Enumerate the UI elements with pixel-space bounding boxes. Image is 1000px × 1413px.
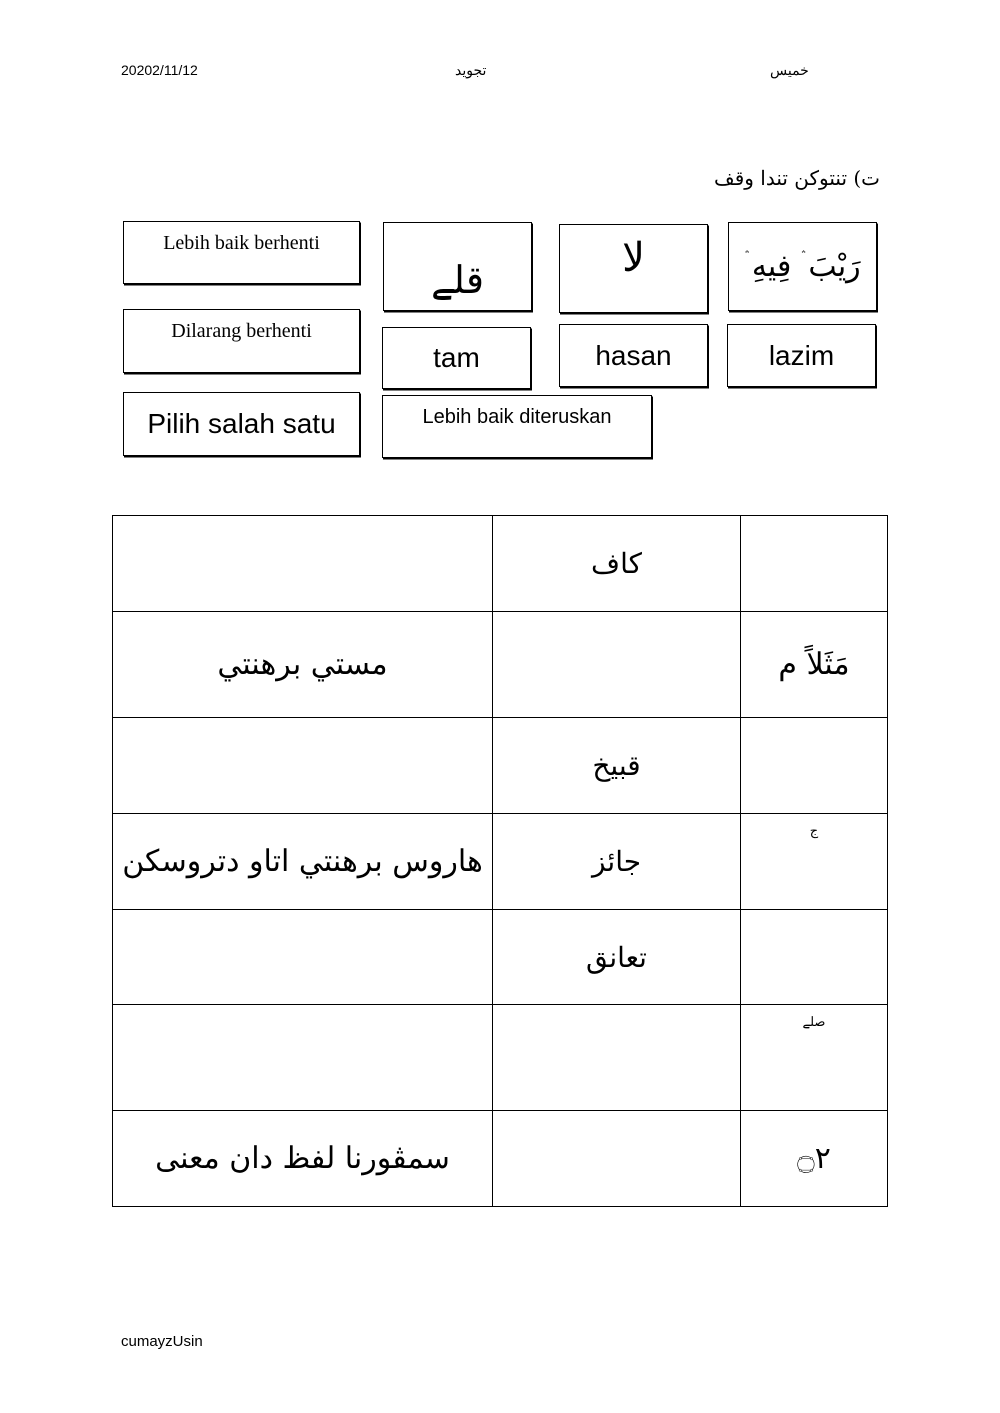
table-row <box>113 612 888 718</box>
day-label: خميس <box>770 62 809 78</box>
meaning-cell[interactable] <box>113 910 493 1005</box>
sign-cell[interactable] <box>741 814 888 910</box>
name-cell[interactable] <box>493 1111 741 1207</box>
card-hasan[interactable]: hasan <box>559 324 708 387</box>
table-row <box>113 814 888 910</box>
meaning-cell[interactable] <box>113 1005 493 1111</box>
sign-cell[interactable] <box>741 718 888 814</box>
waqf-table <box>112 515 888 1207</box>
sign-sly: صلے <box>802 1015 826 1030</box>
sign-cell[interactable]: ۝٢ <box>741 1111 888 1207</box>
date-label: 20202/11/12 <box>121 62 198 78</box>
table-row <box>113 1111 888 1207</box>
table-row <box>113 1005 888 1111</box>
name-cell[interactable] <box>493 612 741 718</box>
author-label: cumayzUsin <box>121 1333 203 1350</box>
name-cell[interactable]: تعانق <box>493 910 741 1005</box>
card-pilih-salah-satu[interactable]: Pilih salah satu <box>123 392 360 456</box>
card-tam[interactable]: tam <box>382 327 531 389</box>
name-cell[interactable]: جائز <box>493 814 741 910</box>
table-row <box>113 516 888 612</box>
meaning-cell[interactable] <box>113 516 493 612</box>
sign-cell[interactable] <box>741 910 888 1005</box>
name-cell[interactable]: قبيخ <box>493 718 741 814</box>
card-waqf-rayba-fihi[interactable]: رَيْبَ ۛ فِيهِ ۛ <box>728 222 877 311</box>
card-waqf-la[interactable]: لا <box>559 224 708 313</box>
meaning-cell[interactable]: هاروس برهنتي اتاو دتروسکن <box>113 814 493 910</box>
sign-cell[interactable]: مَثَلاً م <box>741 612 888 718</box>
card-lazim[interactable]: lazim <box>727 324 876 387</box>
sign-jim: ج <box>809 824 819 839</box>
meaning-cell[interactable] <box>113 718 493 814</box>
card-lebih-baik-berhenti[interactable]: Lebih baik berhenti <box>123 221 360 284</box>
sign-cell[interactable] <box>741 1005 888 1111</box>
card-waqf-qly[interactable]: قلے <box>383 222 532 311</box>
card-dilarang-berhenti[interactable]: Dilarang berhenti <box>123 309 360 373</box>
meaning-cell[interactable]: مستي برهنتي <box>113 612 493 718</box>
instruction-text: ت) تنتوکن تندا وقف <box>714 166 880 190</box>
card-lebih-baik-diteruskan[interactable]: Lebih baik diteruskan <box>382 395 652 458</box>
subject-label: تجويد <box>455 62 487 78</box>
sign-cell[interactable] <box>741 516 888 612</box>
table-row <box>113 718 888 814</box>
table-row <box>113 910 888 1005</box>
name-cell[interactable] <box>493 1005 741 1111</box>
name-cell[interactable]: كاف <box>493 516 741 612</box>
meaning-cell[interactable]: سمڤورنا لفظ دان معنى <box>113 1111 493 1207</box>
